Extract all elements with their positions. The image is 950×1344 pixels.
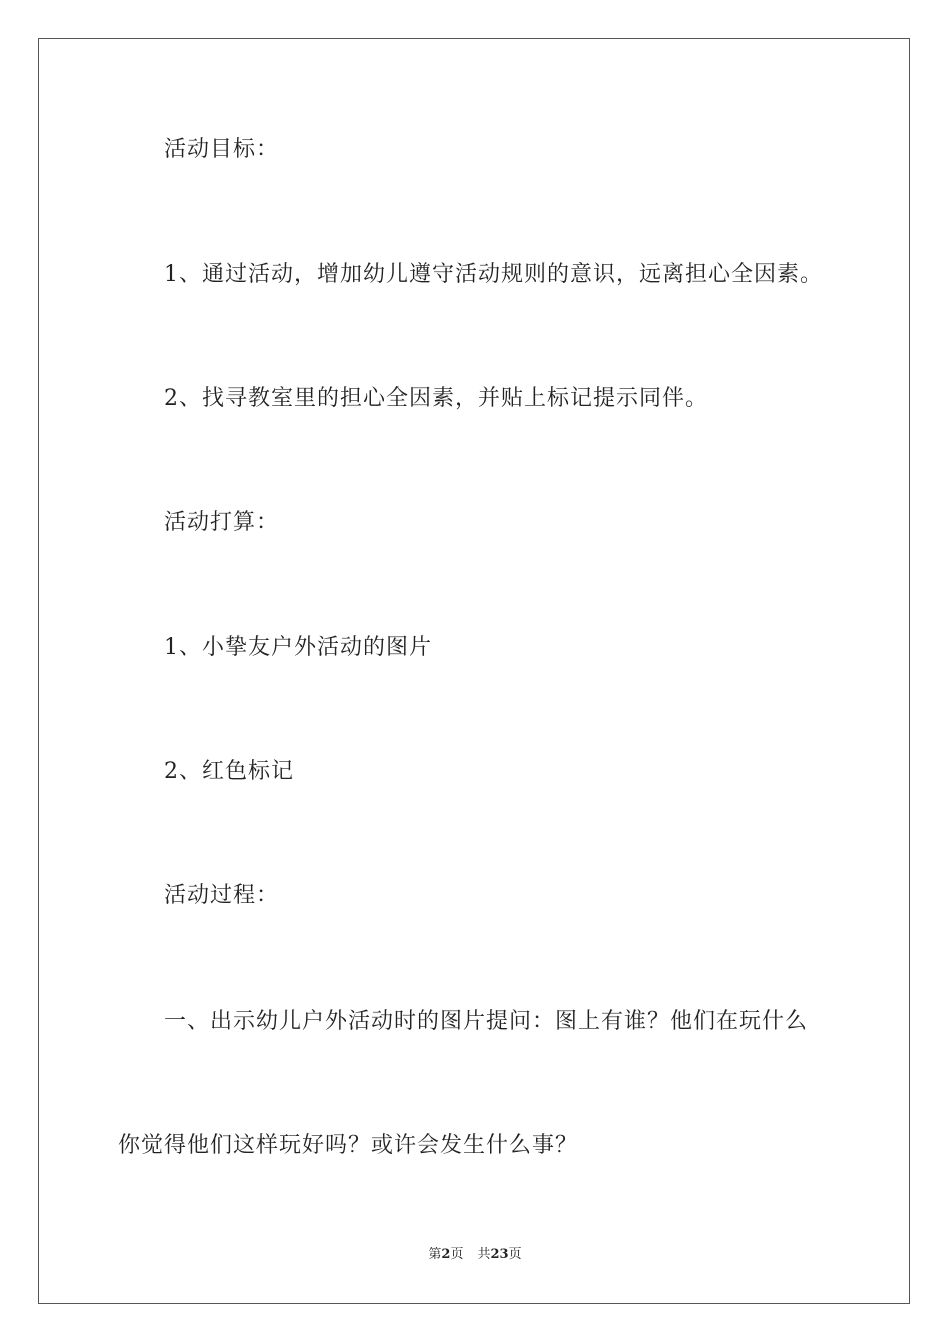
- paragraph-goal-1: 1、通过活动，增加幼儿遵守活动规则的意识，远离担心全因素。: [164, 262, 823, 287]
- heading-activity-process: 活动过程：: [164, 883, 280, 908]
- footer-page-number: 2: [441, 1247, 451, 1262]
- paragraph-preparation-2: 2、红色标记: [164, 759, 294, 784]
- page-footer: [0, 1246, 950, 1264]
- footer-total-prefix: 共: [477, 1247, 491, 1262]
- paragraph-process-1: 一、出示幼儿户外活动时的图片提问：图上有谁？他们在玩什么: [164, 1009, 809, 1034]
- page-frame: [38, 38, 910, 1304]
- paragraph-goal-2: 2、找寻教室里的担心全因素，并贴上标记提示同伴。: [164, 386, 708, 411]
- footer-page-prefix: 第: [428, 1247, 442, 1262]
- footer-page-suffix: 页: [450, 1247, 464, 1262]
- heading-activity-goals: 活动目标：: [164, 137, 280, 162]
- paragraph-process-1-continued: 你觉得他们这样玩好吗？或许会发生什么事？: [118, 1133, 579, 1158]
- footer-total-suffix: 页: [508, 1247, 522, 1262]
- heading-activity-preparation: 活动打算：: [164, 510, 280, 535]
- footer-total-pages: 23: [490, 1247, 509, 1262]
- paragraph-preparation-1: 1、小挚友户外活动的图片: [164, 635, 432, 660]
